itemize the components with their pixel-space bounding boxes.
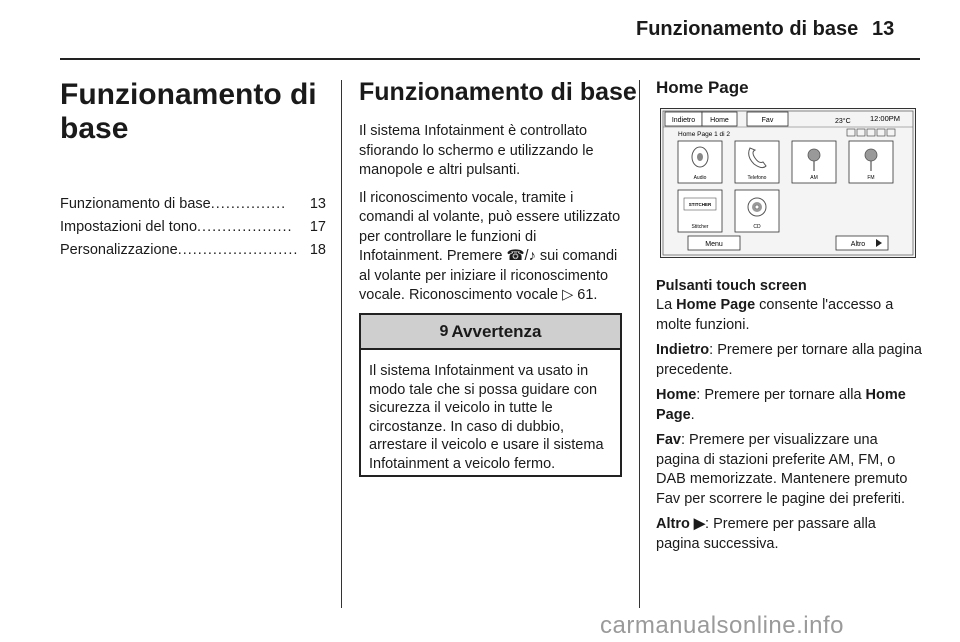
toc-entry-page: 13 <box>309 196 326 212</box>
table-of-contents <box>60 194 326 261</box>
touch-buttons-subtitle: Pulsanti touch screen <box>656 278 807 294</box>
home-page-title: Home Page <box>656 78 749 97</box>
screen-back-button[interactable] <box>665 112 702 126</box>
text-run: : Premere per visualizzare una pagina di stazioni preferite AM, FM, o DAB memorizzate. Mantenere premuto Fav per scorrere le pagine dei preferiti. <box>656 432 908 507</box>
toc-leader: ........................ <box>177 242 299 258</box>
text-run-bold: Home Page <box>676 297 756 313</box>
screen-tile-am[interactable] <box>792 141 836 183</box>
toc-leader: ................... <box>197 219 293 235</box>
text-run: : Premere per tornare alla <box>696 387 866 403</box>
home-description <box>656 386 922 425</box>
toc-entry[interactable] <box>60 240 326 261</box>
warning-header <box>361 315 620 350</box>
screen-fav-label: Fav <box>761 117 774 124</box>
screen-tile-stitcher[interactable] <box>678 190 722 232</box>
warning-icon: 9 <box>439 322 449 340</box>
screen-fav-button[interactable] <box>747 112 788 126</box>
screen-menu-button[interactable] <box>688 236 740 250</box>
screen-menu-label: Menu <box>705 241 723 248</box>
screen-tile-label: AM <box>810 175 818 181</box>
screen-tile-label: CD <box>753 224 761 230</box>
text-run: : Premere per tornare alla pagina precedente. <box>656 342 922 378</box>
text-run-bold: Fav <box>656 432 681 448</box>
screen-tile-label: Stitcher <box>691 224 709 230</box>
toc-entry[interactable] <box>60 194 326 215</box>
text-run: La <box>656 297 677 313</box>
screen-tile-fm[interactable] <box>849 141 893 183</box>
header-rule <box>60 58 920 60</box>
chapter-title: Funzionamento di base <box>60 78 317 145</box>
watermark: carmanualsonline.info <box>600 612 844 639</box>
toc-entry-page: 18 <box>309 242 326 258</box>
text-run-bold: Indietro <box>656 342 710 358</box>
text-run: : Premere per passare alla pagina successiva. <box>656 516 876 552</box>
screen-tile-audio[interactable] <box>678 141 722 183</box>
screen-more-label: Altro <box>850 241 866 248</box>
screen-tile-label: Audio <box>693 175 707 181</box>
section-title: Funzionamento di base <box>359 78 637 106</box>
text-run: . <box>690 406 695 423</box>
back-description <box>656 341 922 380</box>
screen-back-label: Indietro <box>671 117 696 124</box>
home-page-paragraph <box>656 296 922 335</box>
screen-tile-cd[interactable] <box>735 190 779 232</box>
toc-entry-page: 17 <box>309 219 326 235</box>
stitcher-logo: STITCHER <box>688 202 712 207</box>
warning-title: Avvertenza <box>451 321 542 341</box>
page-number: 13 <box>872 18 895 40</box>
section-column <box>359 78 637 306</box>
toc-entry[interactable] <box>60 217 326 238</box>
home-page-screenshot <box>660 108 916 258</box>
toc-entry-label: Personalizzazione <box>60 242 178 258</box>
column-divider-2 <box>639 80 640 608</box>
text-run-bold: Altro ▶ <box>656 516 706 532</box>
section-paragraph: Il riconoscimento vocale, tramite i comandi al volante, può essere utilizzato per controllare le funzioni di Infotainment. Premere ☎/♪ sui comandi al volante per iniziare il riconoscimento vocale. Riconoscimento vocale ▷ 61. <box>359 189 621 303</box>
page-header-title: Funzionamento di base <box>636 18 859 40</box>
screen-page-indicator: Home Page 1 di 2 <box>678 131 731 138</box>
section-paragraph: Il sistema Infotainment è controllato sfiorando lo schermo e utilizzando le manopole e altri pulsanti. <box>359 123 594 178</box>
screen-tile-label: FM <box>867 175 875 181</box>
screen-clock: 12:00PM <box>870 114 901 123</box>
screen-home-label: Home <box>710 117 729 124</box>
screen-tile-phone[interactable] <box>735 141 779 183</box>
text-run-bold: Home Page <box>656 387 906 423</box>
toc-entry-label: Impostazioni del tono <box>60 219 198 235</box>
screen-tile-label: Telefono <box>747 175 767 181</box>
toc-entry-label: Funzionamento di base <box>60 196 211 212</box>
home-page-text <box>656 277 922 554</box>
warning-box <box>359 313 622 477</box>
chapter-column <box>60 68 326 263</box>
column-divider-1 <box>341 80 342 608</box>
screen-temperature: 23°C <box>835 118 851 125</box>
screen-home-button[interactable] <box>702 112 737 126</box>
home-page-column <box>656 78 922 98</box>
text-run-bold: Home <box>656 387 697 403</box>
more-description <box>656 515 922 554</box>
screen-more-button[interactable] <box>836 236 888 250</box>
warning-text: Il sistema Infotainment va usato in modo tale che si possa guidare con sicurezza il veicolo in tutte le circostanze. In caso di dubbio, arrestare il veicolo e usare il sistema Infotainment a veicolo fermo. <box>369 363 604 472</box>
fav-description <box>656 431 922 509</box>
text-run: consente l'accesso a molte funzioni. <box>656 297 894 333</box>
toc-leader: ............... <box>210 196 287 212</box>
